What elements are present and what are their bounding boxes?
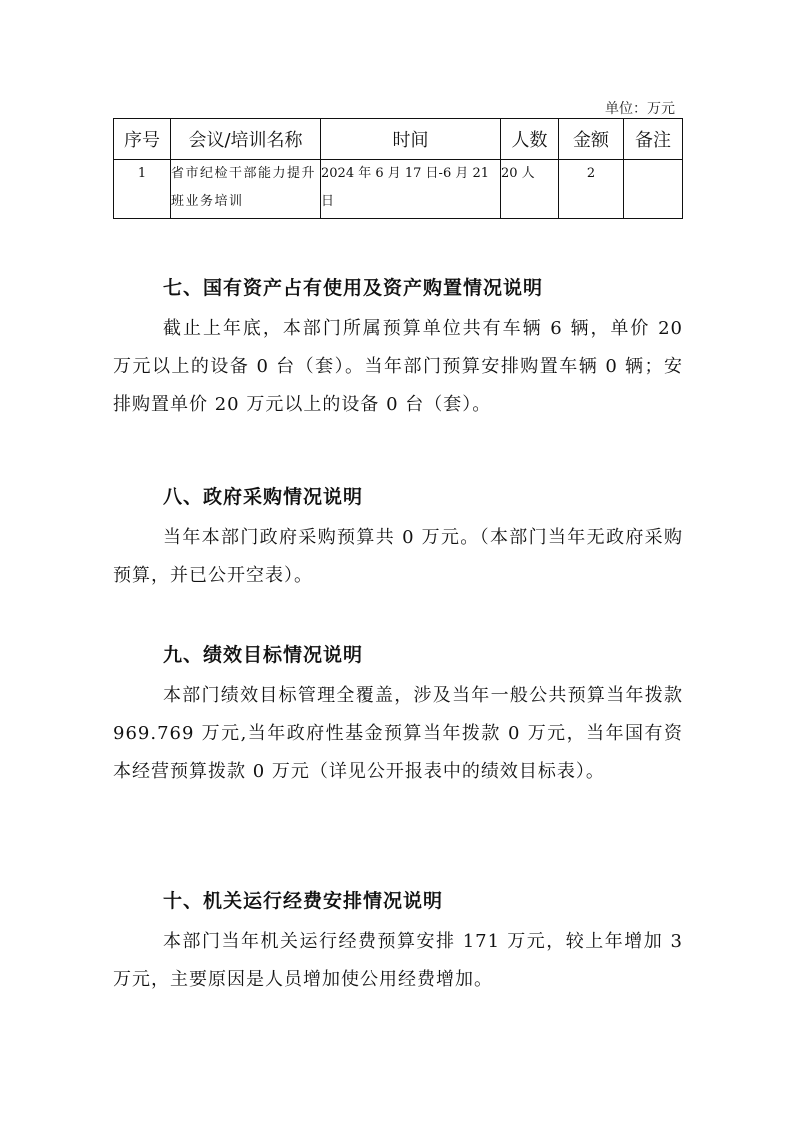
- header-amount: 金额: [559, 119, 624, 160]
- table-header-row: [114, 119, 683, 160]
- meeting-training-table: [113, 118, 683, 219]
- section-heading-procurement: 八、政府采购情况说明: [163, 486, 364, 508]
- section-heading-performance: 九、绩效目标情况说明: [163, 644, 364, 666]
- section-body-performance: 本部门绩效目标管理全覆盖，涉及当年一般公共预算当年拨款 969.769 万元,当年政府性基金预算当年拨款 0 万元，当年国有资本经营预算拨款 0 万元（详见公开报表中的绩效目标表）。: [113, 685, 683, 782]
- cell-time: 2024 年 6 月 17 日-6 月 21 日: [321, 160, 501, 219]
- header-note: 备注: [624, 119, 683, 160]
- cell-name: 省市纪检干部能力提升班业务培训: [171, 160, 321, 219]
- header-index: 序号: [114, 119, 171, 160]
- section-heading-assets: 七、国有资产占有使用及资产购置情况说明: [163, 277, 544, 299]
- section-body-operating-costs: 本部门当年机关运行经费预算安排 171 万元，较上年增加 3 万元，主要原因是人员增加使公用经费增加。: [113, 931, 683, 990]
- section-body-procurement: 当年本部门政府采购预算共 0 万元。（本部门当年无政府采购预算，并已公开空表）。: [113, 527, 683, 586]
- header-time: 时间: [321, 119, 501, 160]
- cell-note: [624, 160, 683, 219]
- cell-amount: 2: [559, 160, 624, 219]
- section-heading-operating-costs: 十、机关运行经费安排情况说明: [163, 890, 444, 912]
- table-row: [114, 160, 683, 219]
- cell-index: 1: [114, 160, 171, 219]
- header-count: 人数: [501, 119, 559, 160]
- section-body-assets: 截止上年底，本部门所属预算单位共有车辆 6 辆，单价 20 万元以上的设备 0 台（套）。当年部门预算安排购置车辆 0 辆；安排购置单价 20 万元以上的设备 0 台（套）。: [113, 318, 683, 415]
- header-name: 会议/培训名称: [171, 119, 321, 160]
- unit-label: 单位：万元: [605, 101, 675, 117]
- cell-count: 20 人: [501, 160, 559, 219]
